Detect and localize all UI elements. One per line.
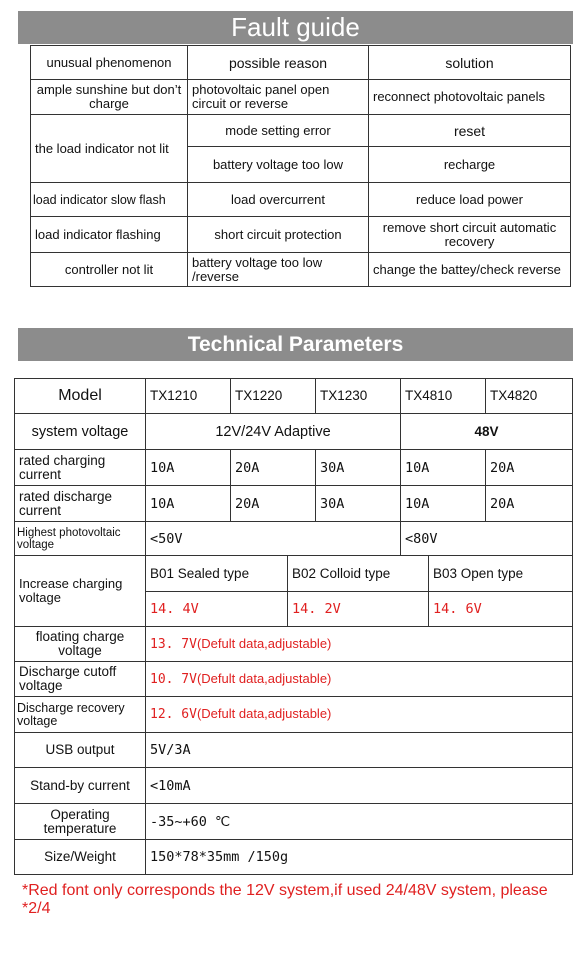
table-row <box>15 414 573 450</box>
technical-parameters-table <box>14 378 573 875</box>
solution-cell: change the battey/check reverse <box>369 253 571 287</box>
footnote: *Red font only corresponds the 12V system,if used 24/48V system, please *2/4 <box>22 882 548 917</box>
discharge-cutoff-value <box>146 662 573 697</box>
table-row <box>15 627 573 662</box>
voltage-value: 13. 7V <box>150 636 197 652</box>
model-cell: TX1220 <box>231 379 316 414</box>
table-row <box>31 217 571 253</box>
default-note: (Defult data,adjustable) <box>196 706 332 721</box>
highest-pv-label: Highest photovoltaic voltage <box>15 522 146 556</box>
highest-pv-low: <50V <box>146 522 401 556</box>
reason-cell: short circuit protection <box>188 217 369 253</box>
fault-guide-title: Fault guide <box>18 11 573 44</box>
increase-charging-label: Increase charging voltage <box>15 556 146 627</box>
reason-cell: photovoltaic panel open circuit or reverse <box>188 80 369 115</box>
phenomenon-cell: load indicator flashing <box>31 217 188 253</box>
usb-value: 5V/3A <box>146 733 573 768</box>
rated-discharge-label: rated discharge current <box>15 486 146 522</box>
operating-temp-label: Operating temperature <box>15 804 146 840</box>
model-cell: TX1210 <box>146 379 231 414</box>
phenomenon-cell: controller not lit <box>31 253 188 287</box>
value-cell: 10A <box>401 486 486 522</box>
header-solution: solution <box>369 46 571 80</box>
size-weight-label: Size/Weight <box>15 840 146 875</box>
value-cell: 20A <box>231 486 316 522</box>
solution-cell: remove short circuit automatic recovery <box>369 217 571 253</box>
value-cell: 10A <box>146 450 231 486</box>
header-phenomenon: unusual phenomenon <box>31 46 188 80</box>
size-weight-value: 150*78*35mm /150g <box>146 840 573 875</box>
value-cell: 10A <box>146 486 231 522</box>
rated-charging-label: rated charging current <box>15 450 146 486</box>
solution-cell: reconnect photovoltaic panels <box>369 80 571 115</box>
table-row <box>31 115 571 147</box>
phenomenon-cell: ample sunshine but don’t charge <box>31 80 188 115</box>
standby-value: <10mA <box>146 768 573 804</box>
floating-charge-label: floating charge voltage <box>15 627 146 662</box>
charge-voltage-cell: 14. 4V <box>146 592 288 627</box>
reason-cell: battery voltage too low /reverse <box>188 253 369 287</box>
discharge-recovery-label: Discharge recovery voltage <box>15 697 146 733</box>
table-row <box>15 768 573 804</box>
solution-cell: reset <box>369 115 571 147</box>
model-cell: TX1230 <box>316 379 401 414</box>
reason-cell: mode setting error <box>188 115 369 147</box>
solution-cell: reduce load power <box>369 183 571 217</box>
table-row <box>15 840 573 875</box>
usb-label: USB output <box>15 733 146 768</box>
solution-cell: recharge <box>369 147 571 183</box>
default-note: (Defult data,adjustable) <box>196 670 332 686</box>
operating-temp-value: -35~+60 ℃ <box>146 804 573 840</box>
discharge-cutoff-label: Discharge cutoff voltage <box>15 662 146 697</box>
reason-cell: battery voltage too low <box>188 147 369 183</box>
table-row <box>15 804 573 840</box>
highest-pv-high: <80V <box>401 522 573 556</box>
value-cell: 10A <box>401 450 486 486</box>
table-row <box>31 46 571 80</box>
system-voltage-label: system voltage <box>15 414 146 450</box>
voltage-value: 10. 7V <box>150 671 197 687</box>
table-row <box>15 379 573 414</box>
table-row <box>15 733 573 768</box>
value-cell: 20A <box>486 486 573 522</box>
phenomenon-cell: the load indicator not lit <box>31 115 188 183</box>
table-row <box>31 80 571 115</box>
system-voltage-12-24: 12V/24V Adaptive <box>146 414 401 450</box>
value-cell: 20A <box>231 450 316 486</box>
header-reason: possible reason <box>188 46 369 80</box>
model-cell: TX4820 <box>486 379 573 414</box>
table-row <box>31 253 571 287</box>
discharge-recovery-value <box>146 697 573 733</box>
technical-parameters-title: Technical Parameters <box>18 328 573 361</box>
phenomenon-cell: load indicator slow flash <box>31 183 188 217</box>
table-row <box>15 556 573 592</box>
reason-cell: load overcurrent <box>188 183 369 217</box>
value-cell: 30A <box>316 450 401 486</box>
model-cell: TX4810 <box>401 379 486 414</box>
table-row <box>15 522 573 556</box>
table-row <box>31 183 571 217</box>
value-cell: 30A <box>316 486 401 522</box>
table-row <box>15 662 573 697</box>
battery-type-cell: B03 Open type <box>429 556 573 592</box>
standby-label: Stand-by current <box>15 768 146 804</box>
battery-type-cell: B01 Sealed type <box>146 556 288 592</box>
charge-voltage-cell: 14. 2V <box>288 592 429 627</box>
battery-type-cell: B02 Colloid type <box>288 556 429 592</box>
model-label: Model <box>15 379 146 414</box>
table-row <box>15 486 573 522</box>
default-note: (Defult data,adjustable) <box>196 635 332 651</box>
fault-guide-table <box>30 45 571 287</box>
system-voltage-48: 48V <box>401 414 573 450</box>
table-row <box>15 450 573 486</box>
value-cell: 20A <box>486 450 573 486</box>
charge-voltage-cell: 14. 6V <box>429 592 573 627</box>
voltage-value: 12. 6V <box>150 707 197 722</box>
floating-charge-value <box>146 627 573 662</box>
table-row <box>15 697 573 733</box>
